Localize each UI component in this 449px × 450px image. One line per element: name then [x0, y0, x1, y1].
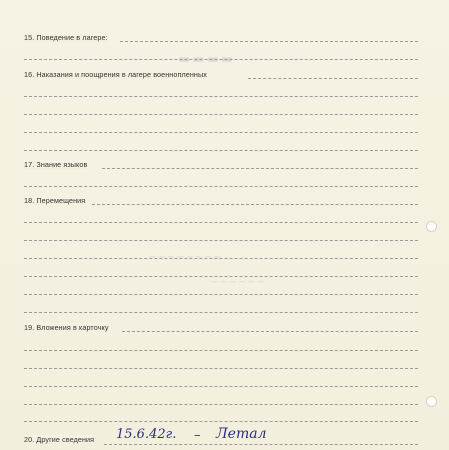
field-15-line: [120, 41, 418, 42]
field-18-line-4: [24, 258, 418, 259]
bleed-through-mark-2: ~~~~~~~~: [148, 250, 222, 263]
field-18-line-2: [24, 222, 418, 223]
field-19-line-3: [24, 368, 418, 369]
punch-hole-top: [426, 221, 437, 232]
field-19-line-2: [24, 350, 418, 351]
field-16-line-4: [24, 132, 418, 133]
field-18-line-6: [24, 294, 418, 295]
field-19-line-6: [24, 421, 418, 422]
field-20-line: [104, 444, 418, 445]
handwritten-word: Летал: [216, 426, 267, 442]
field-18-line: [92, 204, 418, 205]
field-19-label: 19. Вложения в карточку: [24, 323, 109, 332]
field-15-label: 15. Поведение в лагере:: [24, 33, 108, 42]
field-18-label: 18. Перемещения: [24, 196, 86, 205]
field-16-line-3: [24, 114, 418, 115]
field-16-label: 16. Наказания и поощрения в лагере военнопленных: [24, 70, 207, 79]
field-17-label: 17. Знание языков: [24, 160, 88, 169]
field-20-label: 20. Другие сведения: [24, 435, 95, 444]
bleed-through-mark-3: ~~~~~~: [210, 275, 266, 288]
field-18-line-7: [24, 312, 418, 313]
field-19-line: [122, 331, 418, 332]
field-15-line-2: [24, 59, 418, 60]
handwritten-dash: –: [194, 428, 201, 443]
field-19-line-4: [24, 386, 418, 387]
bleed-through-mark-1: ▬▬▬▬: [178, 52, 236, 67]
handwritten-date: 15.6.42г.: [116, 427, 177, 442]
field-18-line-5: [24, 276, 418, 277]
field-18-line-3: [24, 240, 418, 241]
field-17-line-2: [24, 186, 418, 187]
punch-hole-bottom: [426, 396, 437, 407]
field-19-line-5: [24, 404, 418, 405]
field-17-line: [102, 168, 418, 169]
field-16-line-2: [24, 96, 418, 97]
field-16-line: [248, 78, 418, 79]
field-16-line-5: [24, 150, 418, 151]
